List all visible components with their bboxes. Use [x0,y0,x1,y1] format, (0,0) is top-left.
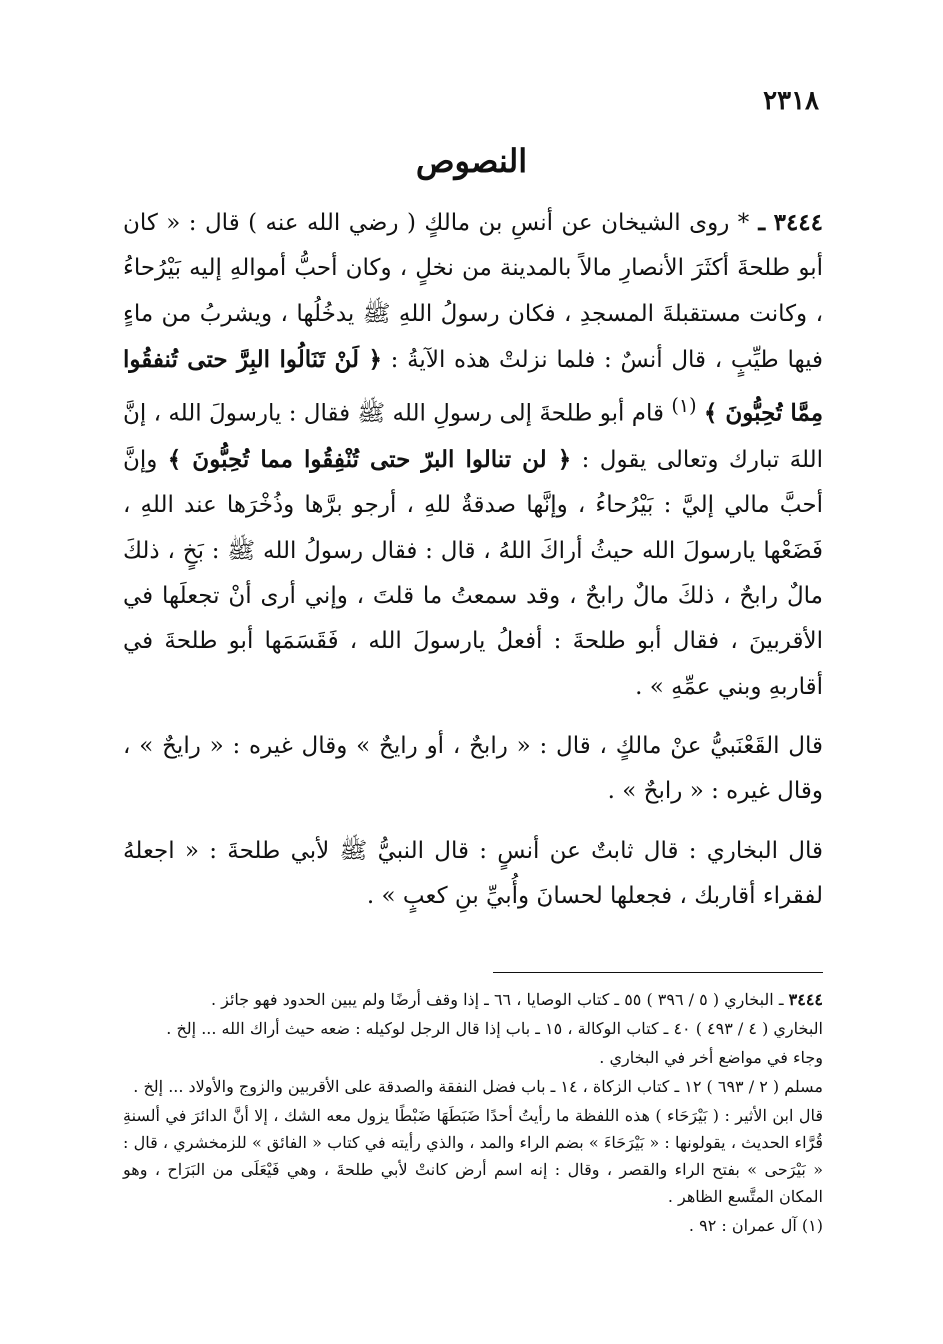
page-number: ٢٣١٨ [763,86,819,116]
footnote-divider [493,972,823,973]
footnotes [123,986,823,1241]
footnote-line: (١) آل عمران : ٩٢ . [688,1216,823,1235]
hadith-paragraph [123,200,823,710]
footnote-number: ٣٤٤٤ [788,990,823,1009]
narration-qanabi: قال القَعْنَبيُّ عنْ مالكٍ ، قال : « رابحٌ ، أو رايحٌ » وقال غيره : « رايحٌ » ، وقال غيره : « رابحٌ » . [123,732,823,805]
footnote-marker: (١) [671,394,697,418]
footnote-line: قال ابن الأثير : ( بَيْرَحَاء ) هذه اللفظة ما رأيتُ أحدًا ضَبَطَهَا ضَبْطًا يزول معه الشك ، إلا أنَّ الدائرَ في ألسنةِ قُرَّاء الحديث ، يقولونها : « بَيْرَحَاءَ » بضم الراء والمد ، والذي رأيته في كتاب « الفائق » للزمخشري ، قال : « بَيْرَحى » بفتح الراء والقصر ، وقال : إنه اسم أرض كانتْ لأبي طلحةَ ، وهي فَيْعَلَى من البَرَاح ، وهو المكان المتَّسع الظاهر . [123,1106,823,1206]
main-text [123,200,823,919]
footnote-line: وجاء في مواضع أخر في البخاري . [599,1048,823,1067]
footnote-line: البخاري ( ٤ / ٤٩٣ ) ٤٠ ـ كتاب الوكالة ، ١٥ ـ باب إذا قال الرجل لوكيله : ضعه حيث أراك الله ... إلخ . [166,1019,823,1038]
number-dash: ـ [749,209,766,236]
footnote-line [123,986,823,1013]
quran-verse-1: ﴿ لَنْ تَنَالُوا البِرَّ حتى تُنفقُوا مِمَّا تُحِبُّونَ ﴾ [123,345,824,427]
narration-bukhari: قال البخاري : قال ثابتٌ عن أنسٍ : قال النبيُّ ﷺ لأبي طلحةَ : « اجعلهُ لفقراء أقاربك ، فجعلها لحسانَ وأُبيِّ بنِ كعبٍ » . [123,837,823,909]
section-title: النصوص [415,142,528,180]
quran-verse-2: ﴿ لن تنالوا البرّ حتى تُنْفِقُوا مما تُحِبُّونَ ﴾ [167,446,572,474]
footnote-line: مسلم ( ٢ / ٦٩٣ ) ١٢ ـ كتاب الزكاة ، ١٤ ـ باب فضل النفقة والصدقة على الأقربين والزوج والأولاد ... إلخ . [133,1077,823,1096]
hadith-text-1: * روى الشيخان عن أنسِ بن مالكٍ ( رضي الله عنه ) قال : « كان أبو طلحةَ أكثَرَ الأنصارِ مالاً بالمدينة من نخلٍ ، وكان أحبُّ أموالهِ إليه بَيْرُحاءُ ، وكانت مستقبلةَ المسجدِ ، فكان رسولُ اللهِ ﷺ يدخُلُها ، ويشربُ من ماءٍ فيها طيِّبٍ ، قال أنسٌ : فلما نزلتْ هذه الآيةُ : [123,210,823,373]
hadith-text-3: وإنَّ أحبَّ مالي إليَّ : بَيْرُحاءُ ، وإنَّها صدقةٌ للهِ ، أرجو برَّها وذُخْرَها عند اللهِ ، فَضَعْها يارسولَ الله حيثُ أراكَ اللهُ ، قال : فقال رسولُ الله ﷺ : بَخٍ ، ذلكَ مالٌ رابحٌ ، ذلكَ مالٌ رابحٌ ، وقد سمعتُ ما قلتَ ، وإني أرى أنْ تجعلَها في الأقربينَ ، فقال أبو طلحةَ : أفعلُ يارسولَ الله ، فَقَسَمَها أبو طلحةَ في أقاربهِ وبني عمِّهِ » . [123,447,823,700]
hadith-text-2: قام أبو طلحةَ إلى رسولِ الله ﷺ فقال : يارسولَ الله ، إنَّ اللهَ تبارك وتعالى يقول : [123,400,824,474]
hadith-number: ٣٤٤٤ [773,209,824,236]
footnote-text: ـ البخاري ( ٥ / ٣٩٦ ) ٥٥ ـ كتاب الوصايا ، ٦٦ ـ إذا وقف أرضًا ولم يبين الحدود فهو جائز . [210,990,784,1009]
